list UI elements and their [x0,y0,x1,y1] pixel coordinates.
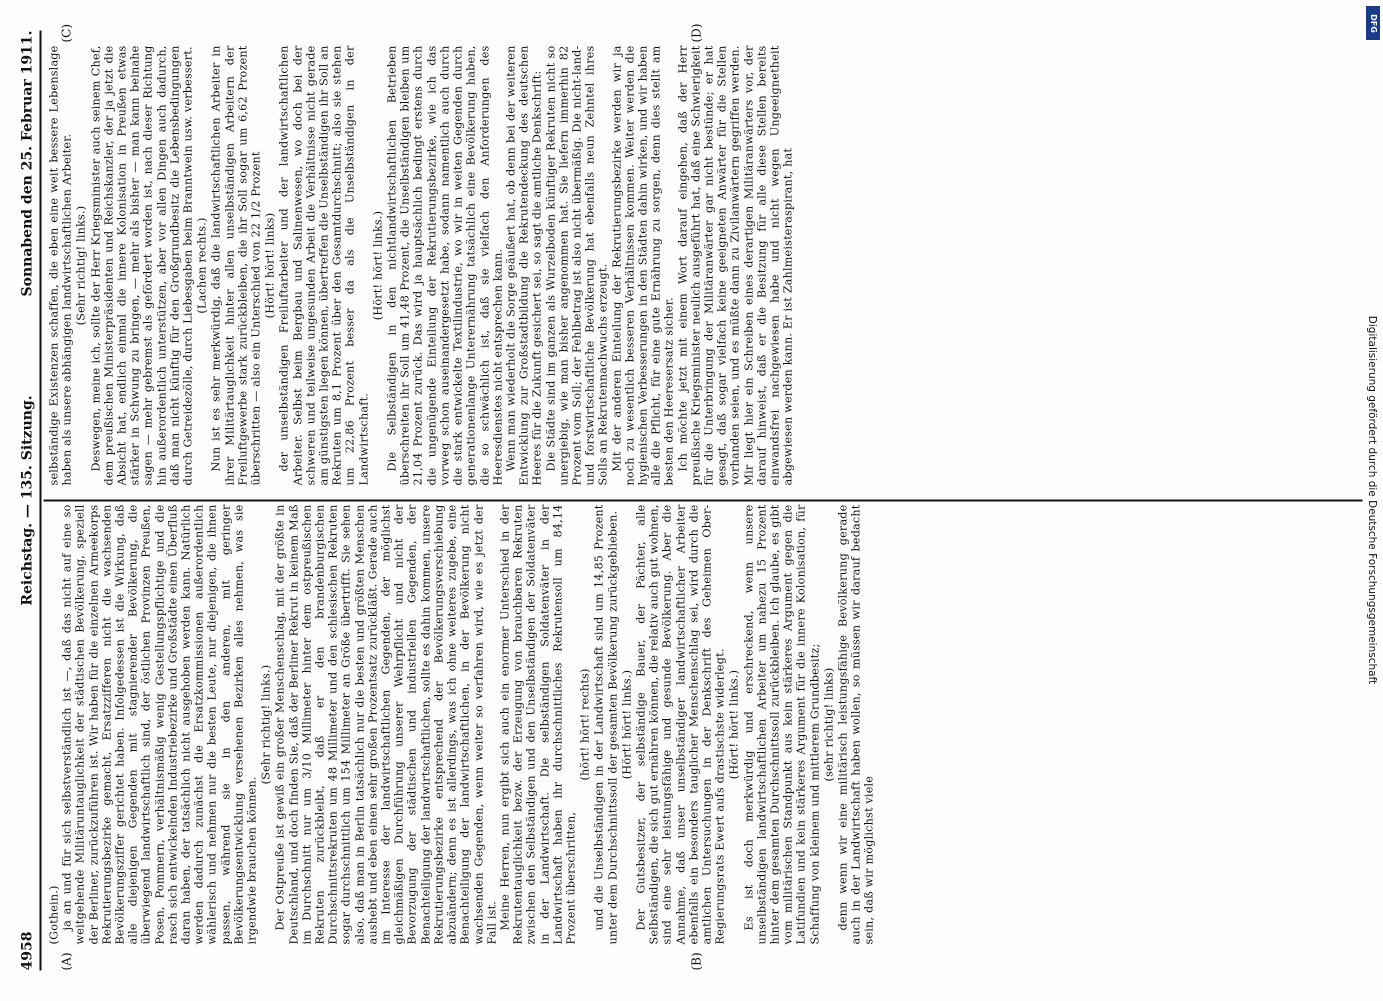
margin-mark-c: (C) [59,23,74,43]
paragraph: Nun ist es sehr merkwürdig, daß die landwirtschaftlichen Arbeiter in ihrer Militärtauglichkeit hinter allen unselbständigen Arbeitern der Freiluftgewerbe stark zurückbleiben, die ihr Soll sogar um 6,62 Prozent überschritten — also ein Unterschied von 22 1/2 Prozent [209,45,263,486]
session-date: Sonnabend den 25. Februar 1911. [19,30,36,297]
paragraph: der unselbständigen Freiluftarbeiter und der landwirtschaftlichen Arbeiter. Selbst beim Bergbau und Salinenwesen, wo doch bei der schweren und teilweise ungesunden Arbeit die Verhältnisse nicht gerade am günstigsten liegen können, übertreffen die Unselbständigen ihr Soll an Rekruten um 8,1 Prozent über den Gesamtdurchschnitt; also sie stehen um 22,86 Prozent besser da als die Unselbständigen in der Landwirtschaft. [277,45,371,486]
paragraph: Der Gutsbesitzer, der selbständige Bauer, der Pächter, alle Selbständigen, die sich gut ernähren können, die relativ auch gut wohnen, sind eine sehr leistungsfähige und gesunde Bevölkerung. Aber die Annahme, daß unser unselbständiger landwirtschaftlicher Arbeiter ebenfalls ein besonders tauglicher Menschenschlag sei, wird durch die amtlichen Untersuchungen in der Denkschrift des Geheimen Ober-Regierungsrats Ewert aufs drastischste widerlegt. [634,504,727,945]
left-text-column [48,505,1363,945]
paragraph: ja an und für sich selbstverständlich ist —, daß das nicht auf eine so weitgehende Militäruntauglichkeit der städtischen Bevölkerung, speziell der Berliner, zurückzuführen ist. Wir haben für die einzelnen Armeekorps Rekrutierungsbezirke gemacht, Ersatzzifferen nicht die wachsenden Bevölkerungsziffer gerichtet haben. Infolgedessen ist die Wirkung, daß alle diejenigen Gegenden mit stagnierender Bevölkerung, die überwiegend landwirtschaftlich sind, der östlichen Provinzen Preußen, Posen, Pommern, verhältnismäßig wenig Gestellungspflichtige und die rasch sich entwickelnden Industriebezirke und Großstädte einen Überfluß daran haben, der tatsächlich nicht ausgehoben werden kann. Natürlich werden dadurch zunächst die Ersatzkommissionen außerordentlich wählerisch und nehmen nur die besten Leute, nur diejenigen, die ihnen passen, während sie in den anderen, mit geringer Bevölkerungsentwicklung versehenen Bezirken alles nehmen, was sie irgendwie brauchen können. [60,504,259,945]
paragraph: Meine Herren, nun ergibt sich auch ein enormer Unterschied in der Rekrutentauglichkeit bezw. der Erzeugung von brauchbaren Rekruten zwischen den Selbständigen und den Unselbständigen der Soldatenväter in der Landwirtschaft. Die selbständigen Soldatenväter in der Landwirtschaft haben ihr durchschnittliches Rekrutensoll um 84,14 Prozent überschritten, [498,504,578,945]
running-header [16,31,42,971]
page-number: 4958 [19,931,36,971]
paragraph: Wenn man wiederholt die Sorge geäußert hat, ob denn bei der weiteren Entwicklung zur Großstadtbildung die Rekrutendeckung des deutschen Heeres für die Zukunft gesichert sei, so sagt die amtliche Denkschrift: [504,45,544,486]
paragraph: Mit der anderen Einteilung der Rekrutierungsbezirke werden wir ja noch zu wesentlich besseren Verhältnissen kommen. Weiter werden die hygienischen Verbesserungen in den Städten dahin wirken, und wir haben alle die Pflicht, für eine gute Ernährung zu sorgen, denn dies stellt am besten den Heeresersatz sicher. [610,45,676,486]
interjection: (hört! hört! rechts) [578,668,592,781]
paragraph: und die Unselbständigen in der Landwirtschaft sind um 14,85 Prozent unter dem Durchschnittssoll der gesamten Bevölkerung zurückgeblieben. [592,504,620,945]
paragraph: Die Städte sind im ganzen als Wurzelboden künftiger Rekruten nicht so unergiebig, wie man bisher angenommen hat. Sie liefern immerhin 82 Prozent vom Soll; der Fehlbetrag ist also nicht übermäßig. Die nicht-land- und forstwirtschaftliche Bevölkerung hat ebenfalls neun Zehntel ihres Solls an Rekrutennachwuchs erzeugt. [544,45,610,486]
header-rule [40,31,42,971]
interjection: (Hört! hört! links.) [371,210,385,321]
paragraph: (Gothein.) [47,885,61,945]
interjection: (Hört! hört! links.) [620,669,634,780]
paragraph: Es ist doch merkwürdig und erschreckend, wenn unsere unselbständigen landwirtschaftlichen Arbeiter um nahezu 15 Prozent hinter dem gesamten Durchschnittssoll zurückbleiben. Ich glaube, es gibt vom militärischen Standpunkt aus kein stärkeres Argument gegen die Latifundien und kein stärkeres Argument für die innere Kolonisation, für Schaffung von kleinem und mittlerem Grundbesitz; [742,504,822,945]
paragraph: Ich möchte jetzt mit einem Wort darauf eingehen, daß der Herr preußische Kriegsminister neulich ausgeführt hat, daß eine Schwierigkeit für die Unterbringung der Militäranwärter gar nicht bestünde; er hat gesagt, daß sogar vielfach keine geeigneten Anwärter für die Stellen vorhanden seien, und es müßte dann zu Zivilanwärtern gegriffen werden. Mir liegt hier ein Schreiben eines derartigen Militäranwärters vor, der darauf hinweist, daß er die Besitzung für alle diese Stellen bereits einwandsfrei nachgewiesen habe und nicht wegen Ungeeignetheit abgewiesen werden kann. Er ist Zahlmeisteraspirant, hat [676,45,795,486]
interjection: (Hört! hört! links.) [727,669,741,780]
margin-mark-b: (B) [689,952,704,971]
margin-mark-d: (D) [689,23,704,43]
digitization-credit: Digitalisierung gefördert durch die Deutsche Forschungsgemeinschaft [1366,315,1378,685]
paragraph: selbständige Existenzen schaffen, die eben eine weit bessere Lebenslage haben als unsere abhängigen landwirtschaftlichen Arbeiter. [47,45,74,486]
session-title: Reichstag. — 135. Sitzung. [19,395,36,606]
rotated-newspaper-page [0,1,1383,1001]
paragraph: Der Ostpreuße ist gewiß ein großer Menschenschlag, mit der größte in Deutschland, und doch finden Sie, daß der Berliner Rekrut in keinem Maß im Durchschnitt nur um 3/10 Millimeter hinter dem ostpreußischen Rekruten zurückbleibt, daß er den brandenburgischen Durchschnittsrekruten um 48 Millimeter und den schlesischen Rekruten sogar durchschnittlich um 154 Millimeter an Größe übertrifft. Sie sehen also, daß man in Berlin tatsächlich nur die besten und größten Menschen aushebt und eben einen sehr großen Prozentsatz zurückläßt. Gerade auch im Interesse der landwirtschaftlichen Gegenden, der möglichst gleichmäßigen Durchführung unserer Wehrpflicht und nicht der Bevorzugung der städtischen und industriellen Gegenden, der Benachteiligung der landwirtschaftlichen, sollte es dahin kommen, unsere Rekrutierungsbezirke entsprechend der Bevölkerungsverschiebung abzuändern; denn es ist allerdings, was ich ohne weiteres zugebe, eine Benachteiligung der landwirtschaftlichen, in der Bevölkerung nicht wachsenden Gegenden, wenn weiter so verfahren wird, wie es jetzt der Fall ist. [273,504,499,945]
margin-mark-a: (A) [59,952,74,971]
interjection: (Lachen rechts.) [195,217,209,314]
paragraph: denn wenn wir eine militärisch leistungsfähige Bevölkerung gerade auch in der Landwirtschaft haben wollen, so müssen wir darauf bedacht sein, daß wir möglichst viele [836,504,876,945]
column-divider [44,500,1363,502]
interjection: (sehr richtig! links) [822,667,836,782]
interjection: (Sehr richtig! links.) [74,205,88,326]
right-text-column [48,46,1363,486]
interjection: (Hört! hört! links) [263,212,277,319]
paragraph: Deswegen, meine ich, sollte der Herr Kriegsminister auch seinem Chef, dem preußischen Ministerpräsidenten und Reichskanzler, der ja jetzt die Absicht hat, endlich einmal die innere Kolonisation in Preußen etwas stärker in Schwung zu bringen, — mehr als bisher — man kann beinahe sagen — mehr gebremst als gefördert worden ist, nach dieser Richtung hin außerordentlich unterstützen, aber vor allen Dingen auch dadurch, daß man nicht künftig für den Großgrundbesitz die Lebensbedingungen durch Getreidezölle, durch Liebesgaben beim Branntwein usw. verbessert. [89,45,195,486]
interjection: (Sehr richtig! links.) [259,664,273,785]
dfg-logo: DFG [1366,6,1380,40]
paragraph: Die Selbständigen in den nichtlandwirtschaftlichen Betrieben überschreiten ihr Soll um 41,48 Prozent, die Unselbständigen bleiben um 21,04 Prozent zurück. Das wird ja hauptsächlich bedingt erstens durch die ungenügende Einteilung der Rekrutierungsbezirke, wie ich das vorweg schon auseinandergesetzt habe, sodann namentlich auch durch die stark entwickelte Textilindustrie, wo wir in weiten Gegenden durch generationenlange Unterernährung tatsächlich eine Bevölkerung haben, die so schwächlich ist, daß sie vielfach den Anforderungen des Heeresdienstes nicht entsprechen kann. [385,45,505,486]
